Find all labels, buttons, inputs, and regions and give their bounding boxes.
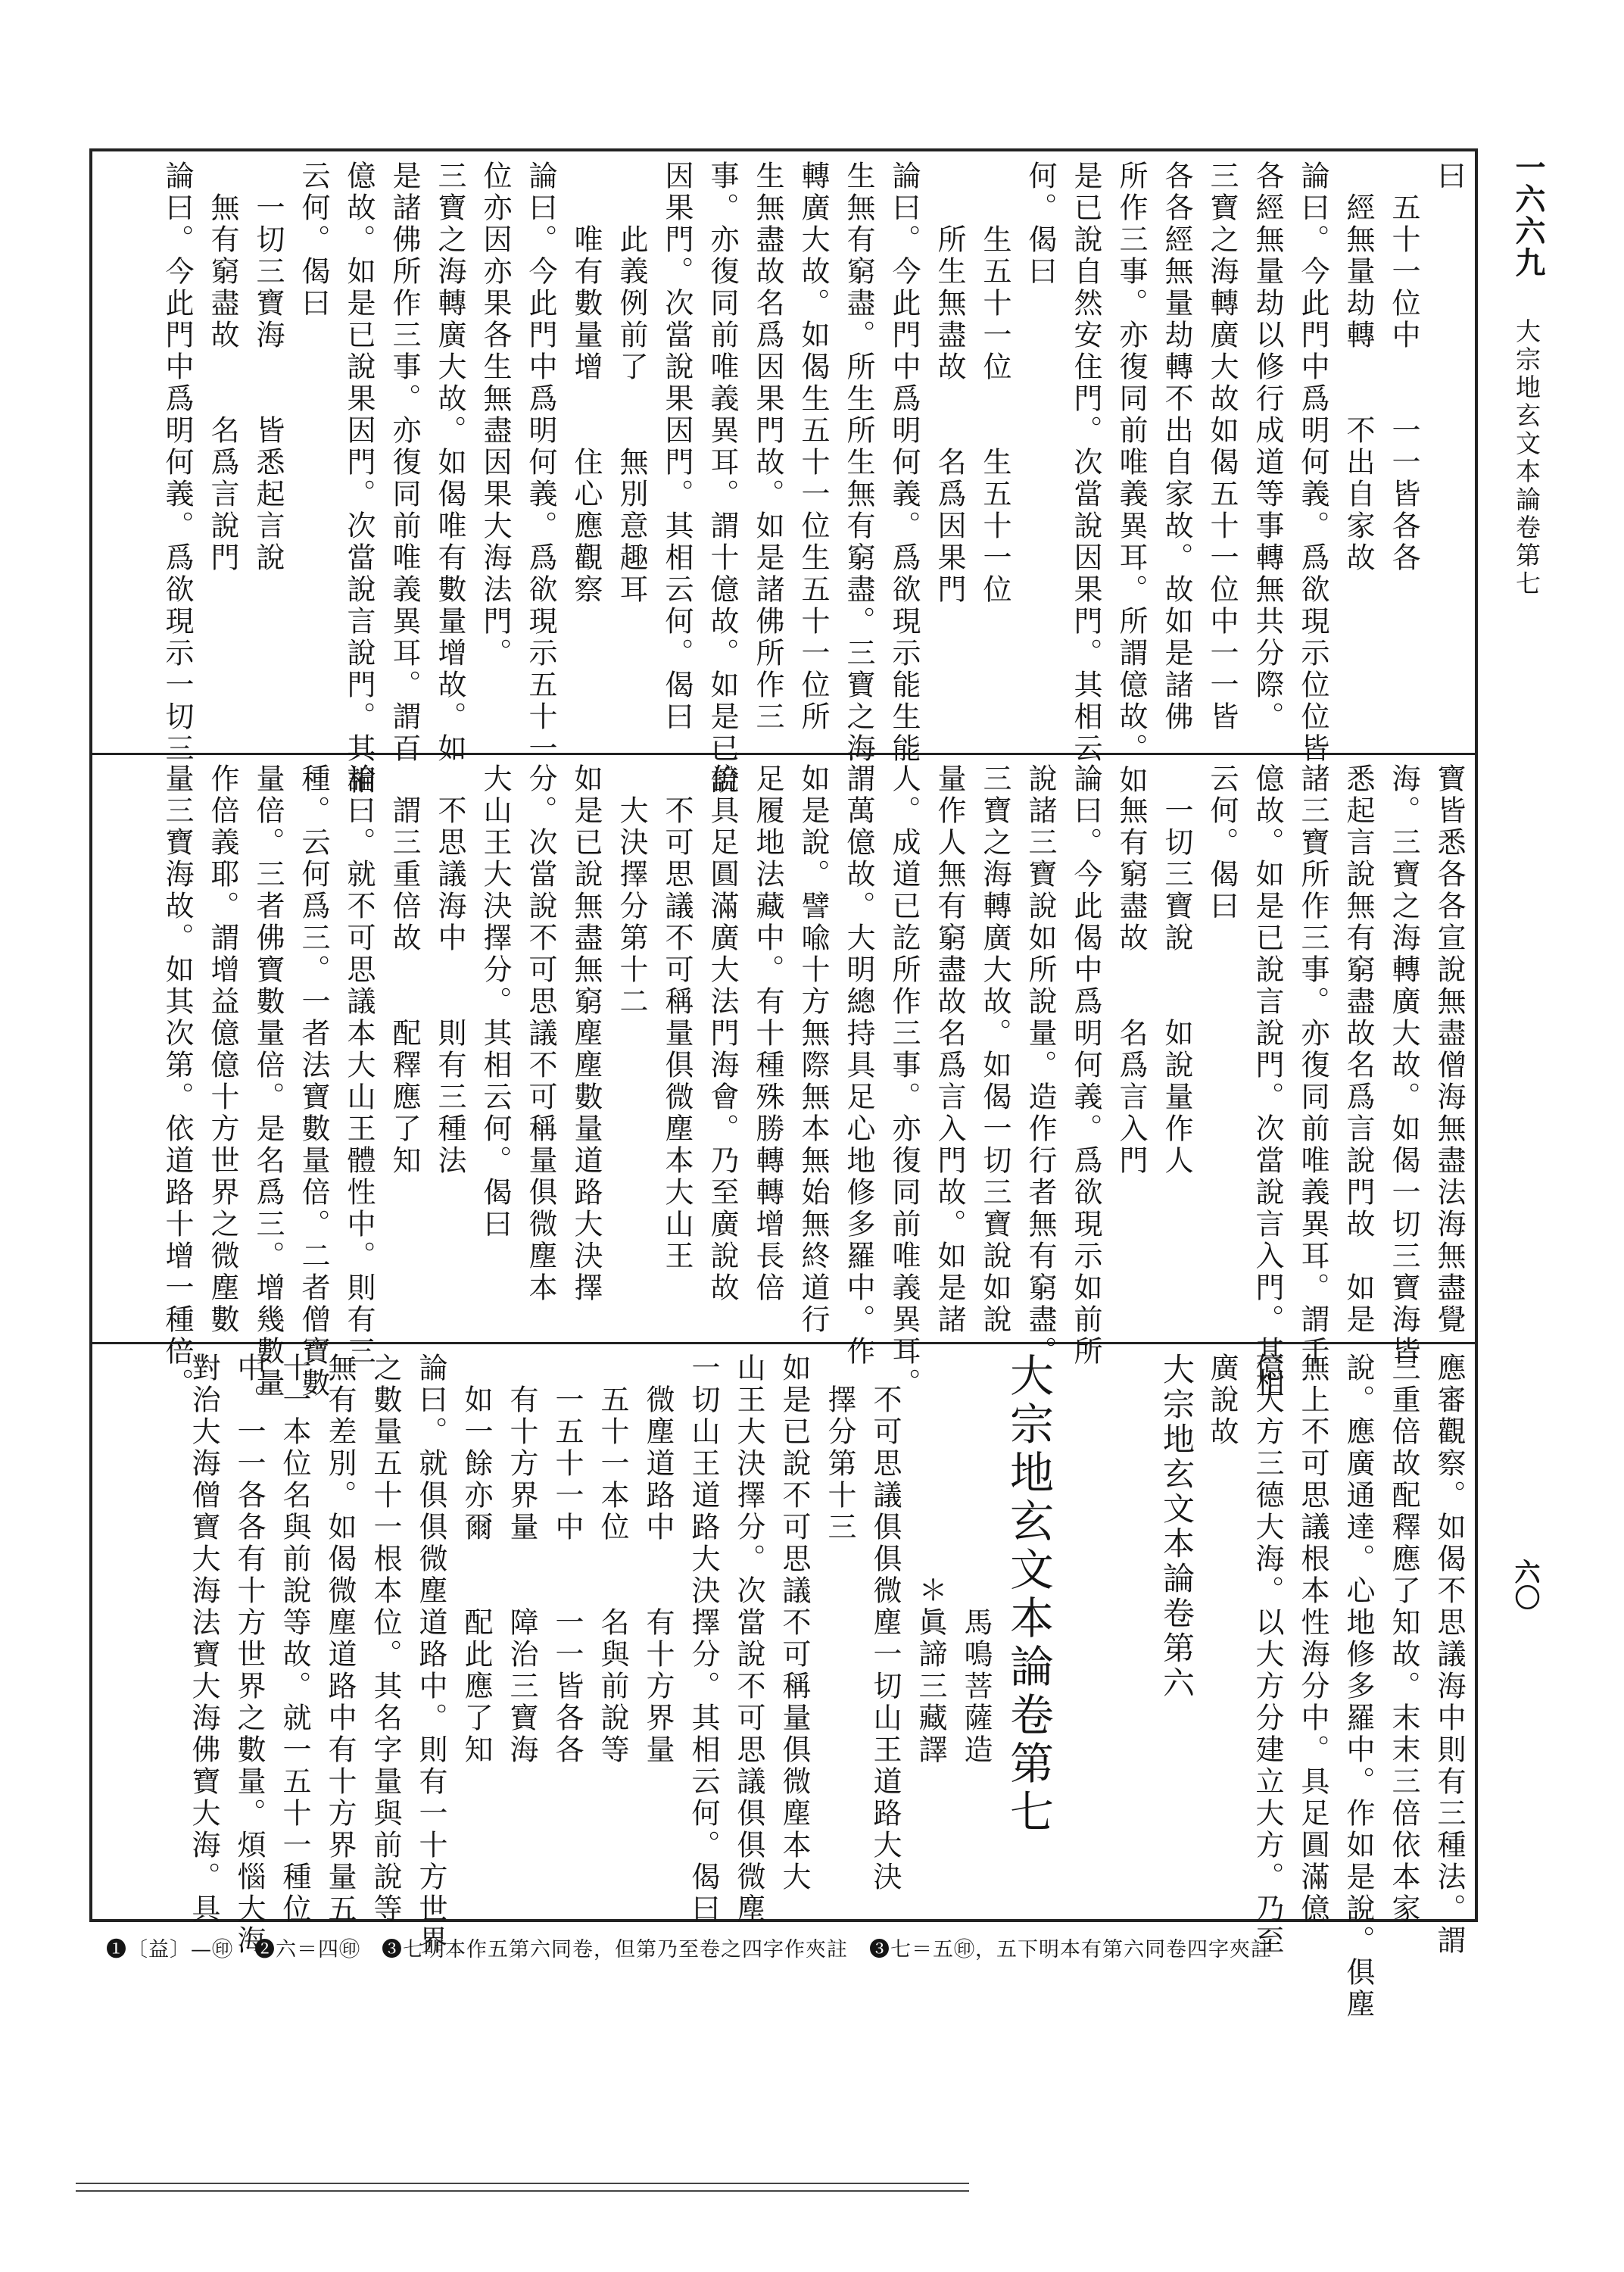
text-column: 大宗地玄文本論卷第七: [1002, 1353, 1054, 1837]
text-column: 如是已說無盡無窮塵塵數量道路大決擇: [569, 763, 603, 1304]
text-column: 量三寶海故。如其次第。依道路十增一種倍。: [161, 763, 194, 1400]
text-column: 五十一本位 名與前說等: [596, 1353, 629, 1766]
text-column: 所生無盡故 名爲因果門: [933, 161, 966, 606]
text-column: 馬鳴菩薩造: [959, 1353, 993, 1766]
footnotes: ❶〔益〕—㊞ ❷六＝四㊞ ❸七明本作五第六同卷，但第乃至卷之四字作夾註 ❸七＝五㊞，五下明本有第六同卷四字夾註: [106, 1938, 1272, 1961]
text-column: 生無有窮盡。所生所生無有窮盡。三寶之海: [842, 161, 875, 765]
text-column: 不思議海中 則有三種法: [433, 763, 466, 1177]
text-column: 海。三寶之海轉廣大故。如偈一切三寶海皆: [1387, 763, 1420, 1368]
text-column: 大山王大決擇分。其相云何。偈曰: [478, 763, 512, 1241]
text-column: 生五十一位 生五十一位: [978, 161, 1011, 606]
text-column: 作倍義耶。謂增益億億十方世界之微塵數: [206, 763, 239, 1336]
text-column: 如是說。譬喩十方無際無本無始無終道行: [796, 763, 830, 1336]
text-column: 如是已說不可思議不可稱量俱微塵本大: [778, 1353, 811, 1893]
text-column: 說諸三寶說如所說量。造作行者無有窮盡。: [1024, 763, 1057, 1368]
text-column: 位亦因亦果各生無盡因果大海法門。: [478, 161, 512, 669]
text-column: 謂三重倍故 配釋應了知: [388, 763, 421, 1177]
text-column: 山王大決擇分。次當說不可思議俱俱微塵: [732, 1353, 765, 1925]
text-column: 論曰。就不可思議本大山王體性中。則有三: [342, 763, 376, 1368]
text-column: 種。云何爲三。一者法寶數量倍。二者僧寶數: [297, 763, 330, 1400]
text-column: 有十方界量 障治三寶海: [505, 1353, 538, 1766]
running-title: 大宗地玄文本論卷第七: [1512, 318, 1541, 598]
text-column: 如一餘亦爾 配此應了知: [460, 1353, 493, 1766]
sheet-number: 六〇: [1510, 1559, 1540, 1610]
text-column: 人。成道已訖所作三事。亦復同前唯義異耳。: [887, 763, 921, 1400]
text-column: 三寶之海轉廣大故如偈五十一位中一一皆: [1205, 161, 1239, 733]
text-column: 億故。如是已說果因門。次當說言說門。其相: [342, 161, 376, 797]
text-column: 論曰。今此門中爲明何義。爲欲現示位位皆: [1296, 161, 1329, 765]
page-number: 一六六九: [1510, 151, 1546, 279]
text-column: 經無量劫轉 不出自家故: [1342, 161, 1375, 574]
text-column: 轉廣大故。如偈生五十一位生五十一位所: [796, 161, 830, 733]
text-column: 一切三寶說 如說量作人: [1160, 763, 1193, 1177]
text-column: 云何。偈曰: [1205, 763, 1239, 922]
text-column: 是諸佛所作三事。亦復同前唯義異耳。謂百: [388, 161, 421, 765]
text-column: 應審觀察。如偈不思議海中則有三種法。謂: [1432, 1353, 1466, 1957]
text-column: 不可思議不可稱量俱微塵本大山王: [660, 763, 694, 1272]
bottom-rule-2: [76, 2190, 969, 2192]
text-column: 說。應廣通達。心地修多羅中。作如是說。俱塵: [1342, 1353, 1375, 2021]
text-column: 三寶之海轉廣大故。如偈一切三寶說如說: [978, 763, 1011, 1336]
text-column: 三寶之海轉廣大故。如偈唯有數量增故。如: [433, 161, 466, 765]
text-column: 是已說自然安住門。次當說因果門。其相云: [1069, 161, 1102, 765]
text-column: 唯有數量增 住心應觀察: [569, 161, 603, 606]
text-column: 悉起言說無有窮盡故名爲言說門故 如是: [1342, 763, 1375, 1336]
text-column: 何。偈曰: [1024, 161, 1057, 288]
text-column: 一切山王道路大決擇分。其相云何。偈曰: [687, 1353, 720, 1925]
text-column: ＊眞諦三藏譯: [914, 1353, 947, 1766]
text-column: 量倍。三者佛寶數量倍。是名爲三。增幾數量: [251, 763, 285, 1400]
text-column: 云何。偈曰: [297, 161, 330, 320]
text-column: 無上不可思議根本性海分中。具足圓滿億: [1296, 1353, 1329, 1925]
text-column: 之數量五十一根本位。其名字量與前說等: [369, 1353, 402, 1925]
text-column: 論曰。今此門中爲明何義。爲欲現示一切三: [161, 161, 194, 765]
text-column: 各各經無量劫轉不出自家故。故如是諸佛: [1160, 161, 1193, 733]
text-column: 足履地法藏中。有十種殊勝轉轉增長倍: [751, 763, 784, 1304]
text-band-top: [98, 161, 1469, 797]
text-column: 不可思議俱俱微塵一切山王道路大決: [868, 1353, 902, 1893]
text-column: 倍具足圓滿廣大法門海會。乃至廣說故: [706, 763, 739, 1304]
text-column: 論曰。今此門中爲明何義。爲欲現示能生能: [887, 161, 921, 765]
text-column: 無有窮盡故 名爲言入門: [1114, 763, 1148, 1177]
text-column: 擇分第十三: [823, 1353, 856, 1543]
text-column: 廣說故: [1205, 1353, 1239, 1448]
text-column: 大決擇分第十二: [615, 763, 648, 1018]
text-column: 寶皆悉各各宣說無盡僧海無盡法海無盡覺: [1432, 763, 1466, 1336]
text-column: 論曰。就俱俱微塵道路中。則有一十方世界: [414, 1353, 447, 1957]
text-column: 論曰。今此門中爲明何義。爲欲現示五十一: [524, 161, 557, 765]
text-column: 此義例前了 無別意趣耳: [615, 161, 648, 606]
text-column: 謂萬億故。大明總持具足心地修多羅中。作: [842, 763, 875, 1368]
text-column: 因果門。次當說果因門。其相云何。偈曰: [660, 161, 694, 733]
text-column: 中。一一各各有十方世界之數量。煩惱大海: [232, 1353, 266, 1957]
text-column: 各經無量劫以修行成道等事轉無共分際。: [1251, 161, 1284, 733]
text-column: 億大方三德大海。以大方分建立大方。乃至: [1251, 1353, 1284, 1957]
text-column: 曰: [1432, 161, 1466, 192]
text-column: 無有差別。如偈微塵道路中有十方界量五: [323, 1353, 357, 1925]
text-column: 大宗地玄文本論卷第六: [1158, 1353, 1195, 1701]
text-column: 五十一位中 一一皆各各: [1387, 161, 1420, 574]
text-column: 量作人無有窮盡故名爲言入門故。如是諸: [933, 763, 966, 1336]
text-column: 分。次當說不可思議不可稱量俱微塵本: [524, 763, 557, 1304]
text-column: 論曰。今此偈中爲明何義。爲欲現示如前所: [1069, 763, 1102, 1368]
text-column: 十一本位名與前說等故。就一五十一種位: [278, 1353, 311, 1925]
text-column: 一五十一中 一一皆各各: [550, 1353, 584, 1766]
bottom-rule-1: [76, 2183, 969, 2184]
text-column: 無有窮盡故 名爲言說門: [206, 161, 239, 574]
text-band-middle: [98, 763, 1469, 1400]
text-column: 三重倍故配釋應了知故。末末三倍依本家: [1387, 1353, 1420, 1925]
text-column: 事。亦復同前唯義異耳。謂十億故。如是已說: [706, 161, 739, 797]
text-column: 微塵道路中 有十方界量: [641, 1353, 675, 1766]
text-column: 一切三寶海 皆悉起言說: [251, 161, 285, 574]
text-column: 諸三寶所作三事。亦復同前唯義異耳。謂千: [1296, 763, 1329, 1368]
band-divider-1: [89, 753, 1478, 755]
text-column: 生無盡故名爲因果門故。如是諸佛所作三: [751, 161, 784, 733]
text-column: 億故。如是已說言說門。次當說言入門。其相: [1251, 763, 1284, 1400]
text-column: 對治大海僧寶大海法寶大海佛寶大海。具: [187, 1353, 220, 1925]
text-column: 所作三事。亦復同前唯義異耳。所謂億故。如: [1114, 161, 1148, 797]
